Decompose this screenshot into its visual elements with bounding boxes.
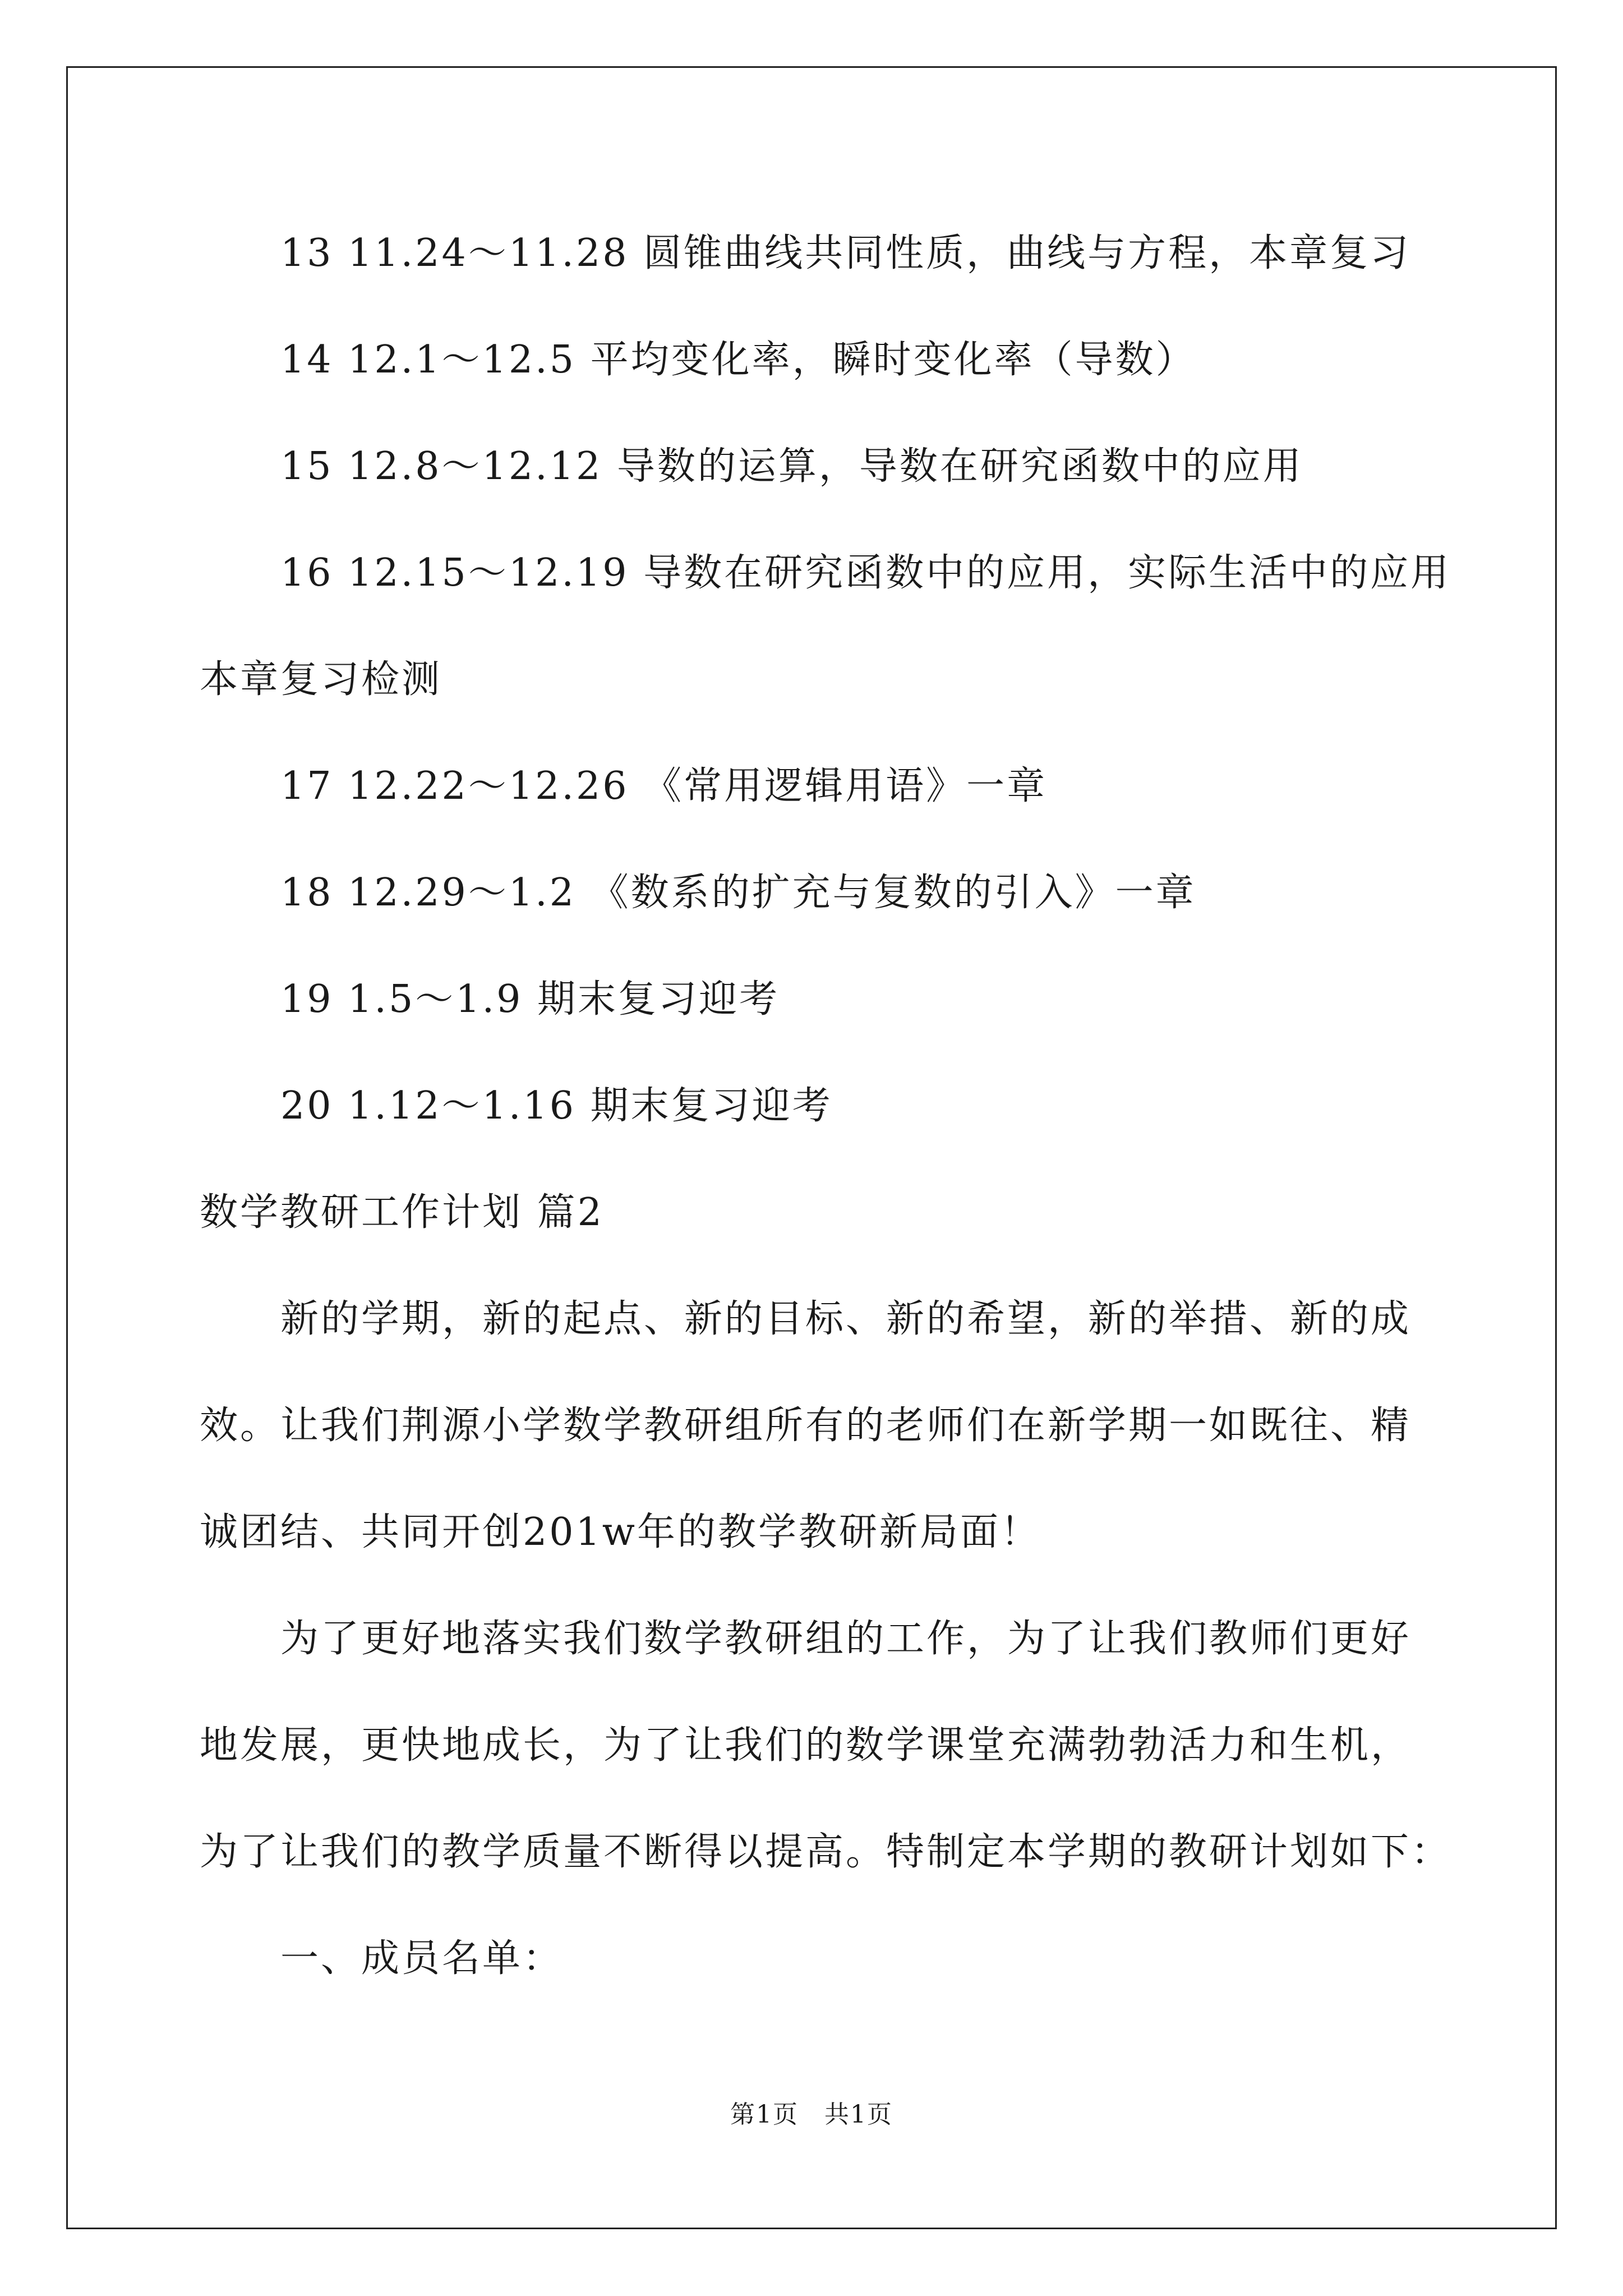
paragraph-1-line-1: 新的学期，新的起点、新的目标、新的希望，新的举措、新的成: [280, 1297, 1412, 1341]
schedule-row-19: 19 1.5～1.9 期末复习迎考: [280, 977, 780, 1022]
paragraph-2-line-1: 为了更好地落实我们数学教研组的工作，为了让我们教师们更好: [280, 1617, 1412, 1661]
schedule-row-13: 13 11.24～11.28 圆锥曲线共同性质，曲线与方程，本章复习: [280, 231, 1411, 275]
schedule-row-18: 18 12.29～1.2 《数系的扩充与复数的引入》一章: [280, 871, 1196, 915]
schedule-row-15: 15 12.8～12.12 导数的运算，导数在研究函数中的应用: [280, 444, 1303, 489]
schedule-row-16-continuation: 本章复习检测: [200, 657, 442, 702]
schedule-row-14: 14 12.1～12.5 平均变化率，瞬时变化率（导数）: [280, 338, 1196, 382]
page-footer: 第1页 共1页: [730, 2100, 893, 2129]
page-border: [66, 66, 1557, 2229]
schedule-row-20: 20 1.12～1.16 期末复习迎考: [280, 1084, 833, 1128]
schedule-row-17: 17 12.22～12.26 《常用逻辑用语》一章: [280, 764, 1048, 808]
schedule-row-16: 16 12.15～12.19 导数在研究函数中的应用，实际生活中的应用: [280, 551, 1451, 595]
subheading-members: 一、成员名单：: [280, 1936, 564, 1981]
section-title: 数学教研工作计划 篇2: [200, 1190, 604, 1235]
paragraph-2-line-2: 地发展，更快地成长，为了让我们的数学课堂充满勃勃活力和生机，: [200, 1723, 1412, 1768]
paragraph-2-line-3: 为了让我们的教学质量不断得以提高。特制定本学期的教研计划如下：: [200, 1830, 1452, 1874]
paragraph-1-line-2: 效。让我们荆源小学数学教研组所有的老师们在新学期一如既往、精: [200, 1404, 1412, 1448]
paragraph-1-line-3: 诚团结、共同开创201w年的教学教研新局面！: [200, 1510, 1041, 1554]
